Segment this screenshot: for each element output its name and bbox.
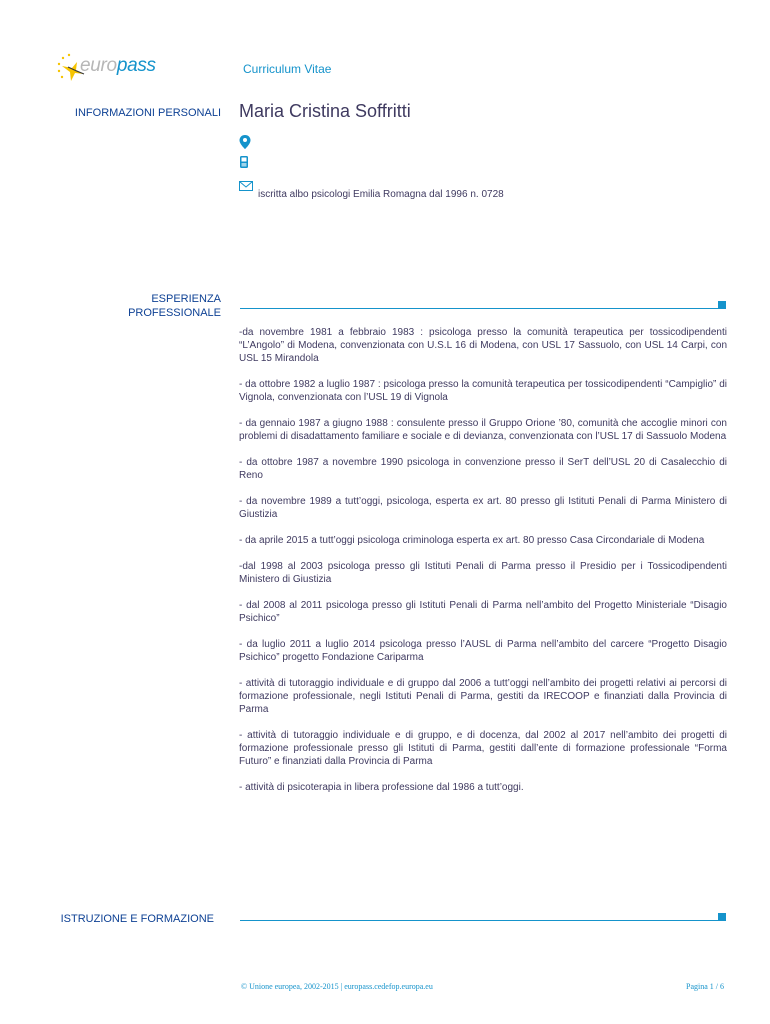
mobile-phone-icon <box>239 155 255 169</box>
candidate-name: Maria Cristina Soffritti <box>239 101 411 121</box>
experience-entry: - da ottobre 1982 a luglio 1987 : psicologa presso la comunità terapeutica per tossicodipendenti “Campiglio” di Vignola, convenzionata con l’USL 19 di Vignola <box>239 379 727 403</box>
experience-list <box>239 326 727 807</box>
document-type-label: Curriculum Vitae <box>243 62 332 76</box>
experience-entry: - da novembre 1989 a tutt’oggi, psicologa, esperta ex art. 80 presso gli Istituti Penali di Parma Ministero di Giustizia <box>239 496 727 520</box>
experience-entry: -da novembre 1981 a febbraio 1983 : psicologa presso la comunità terapeutica per tossicodipendenti “L’Angolo” di Modena, convenzionata con U.S.L 16 di Modena, con USL 17 Sassuolo, con USL 14 Carpi, con USL 15 Mirandola <box>239 327 727 364</box>
footer-page-number: Pagina 1 / 6 <box>686 982 724 991</box>
education-heading: ISTRUZIONE E FORMAZIONE <box>60 913 214 925</box>
albo-registration: iscritta albo psicologi Emilia Romagna dal 1996 n. 0728 <box>258 189 504 200</box>
experience-entry: - attività di tutoraggio individuale e di gruppo, e di docenza, dal 2002 al 2017 nell’ambito dei progetti di formazione professionale presso gli Istituti di Parma, gestiti dall’ente di formazione professionale “Forma Futuro” e finanziati dalla Provincia di Parma <box>239 730 727 767</box>
experience-divider-square <box>718 301 726 309</box>
experience-entry: - attività di psicoterapia in libera professione dal 1986 a tutt’oggi. <box>239 782 524 793</box>
experience-entry: - da luglio 2011 a luglio 2014 psicologa presso l’AUSL di Parma nell’ambito del carcere “Progetto Disagio Psichico” progetto Fondazione Cariparma <box>239 639 727 663</box>
experience-heading <box>0 292 221 320</box>
europass-logo <box>54 50 164 90</box>
experience-entry: - da gennaio 1987 a giugno 1988 : consulente presso il Gruppo Orione ’80, comunità che accoglie minori con problemi di disadattamento familiare e sociale e di devianza, convenzionata con l’USL 17 di Sassuolo Modena <box>239 418 727 442</box>
experience-divider <box>240 308 718 309</box>
personal-info-heading: INFORMAZIONI PERSONALI <box>74 107 221 119</box>
experience-entry: - attività di tutoraggio individuale e di gruppo dal 2006 a tutt’oggi nell’ambito dei progetti relativi ai percorsi di formazione professionale, negli Istituti Penali di Parma, gestiti da IRECOOP e finanziati dalla Provincia di Parma <box>239 678 727 715</box>
experience-entry: - da ottobre 1987 a novembre 1990 psicologa in convenzione presso il SerT dell’USL 20 di Casalecchio di Reno <box>239 457 727 481</box>
footer-copyright: © Unione europea, 2002-2015 | europass.cedefop.europa.eu <box>241 982 433 991</box>
education-divider-square <box>718 913 726 921</box>
experience-heading-line2: PROFESSIONALE <box>128 307 221 319</box>
experience-heading-line1: ESPERIENZA <box>151 293 221 305</box>
experience-entry: -dal 1998 al 2003 psicologa presso gli Istituti Penali di Parma presso il Presidio per i Tossicodipendenti Ministero di Giustizia <box>239 561 727 585</box>
europass-wordmark: europass <box>80 55 156 76</box>
location-pin-icon <box>239 135 255 149</box>
email-envelope-icon <box>239 178 255 192</box>
experience-entry: - dal 2008 al 2011 psicologa presso gli Istituti Penali di Parma nell’ambito del Progetto Ministeriale “Disagio Psichico” <box>239 600 727 624</box>
experience-entry: - da aprile 2015 a tutt’oggi psicologa criminologa esperta ex art. 80 presso Casa Circondariale di Modena <box>239 535 705 546</box>
education-divider <box>240 920 718 921</box>
